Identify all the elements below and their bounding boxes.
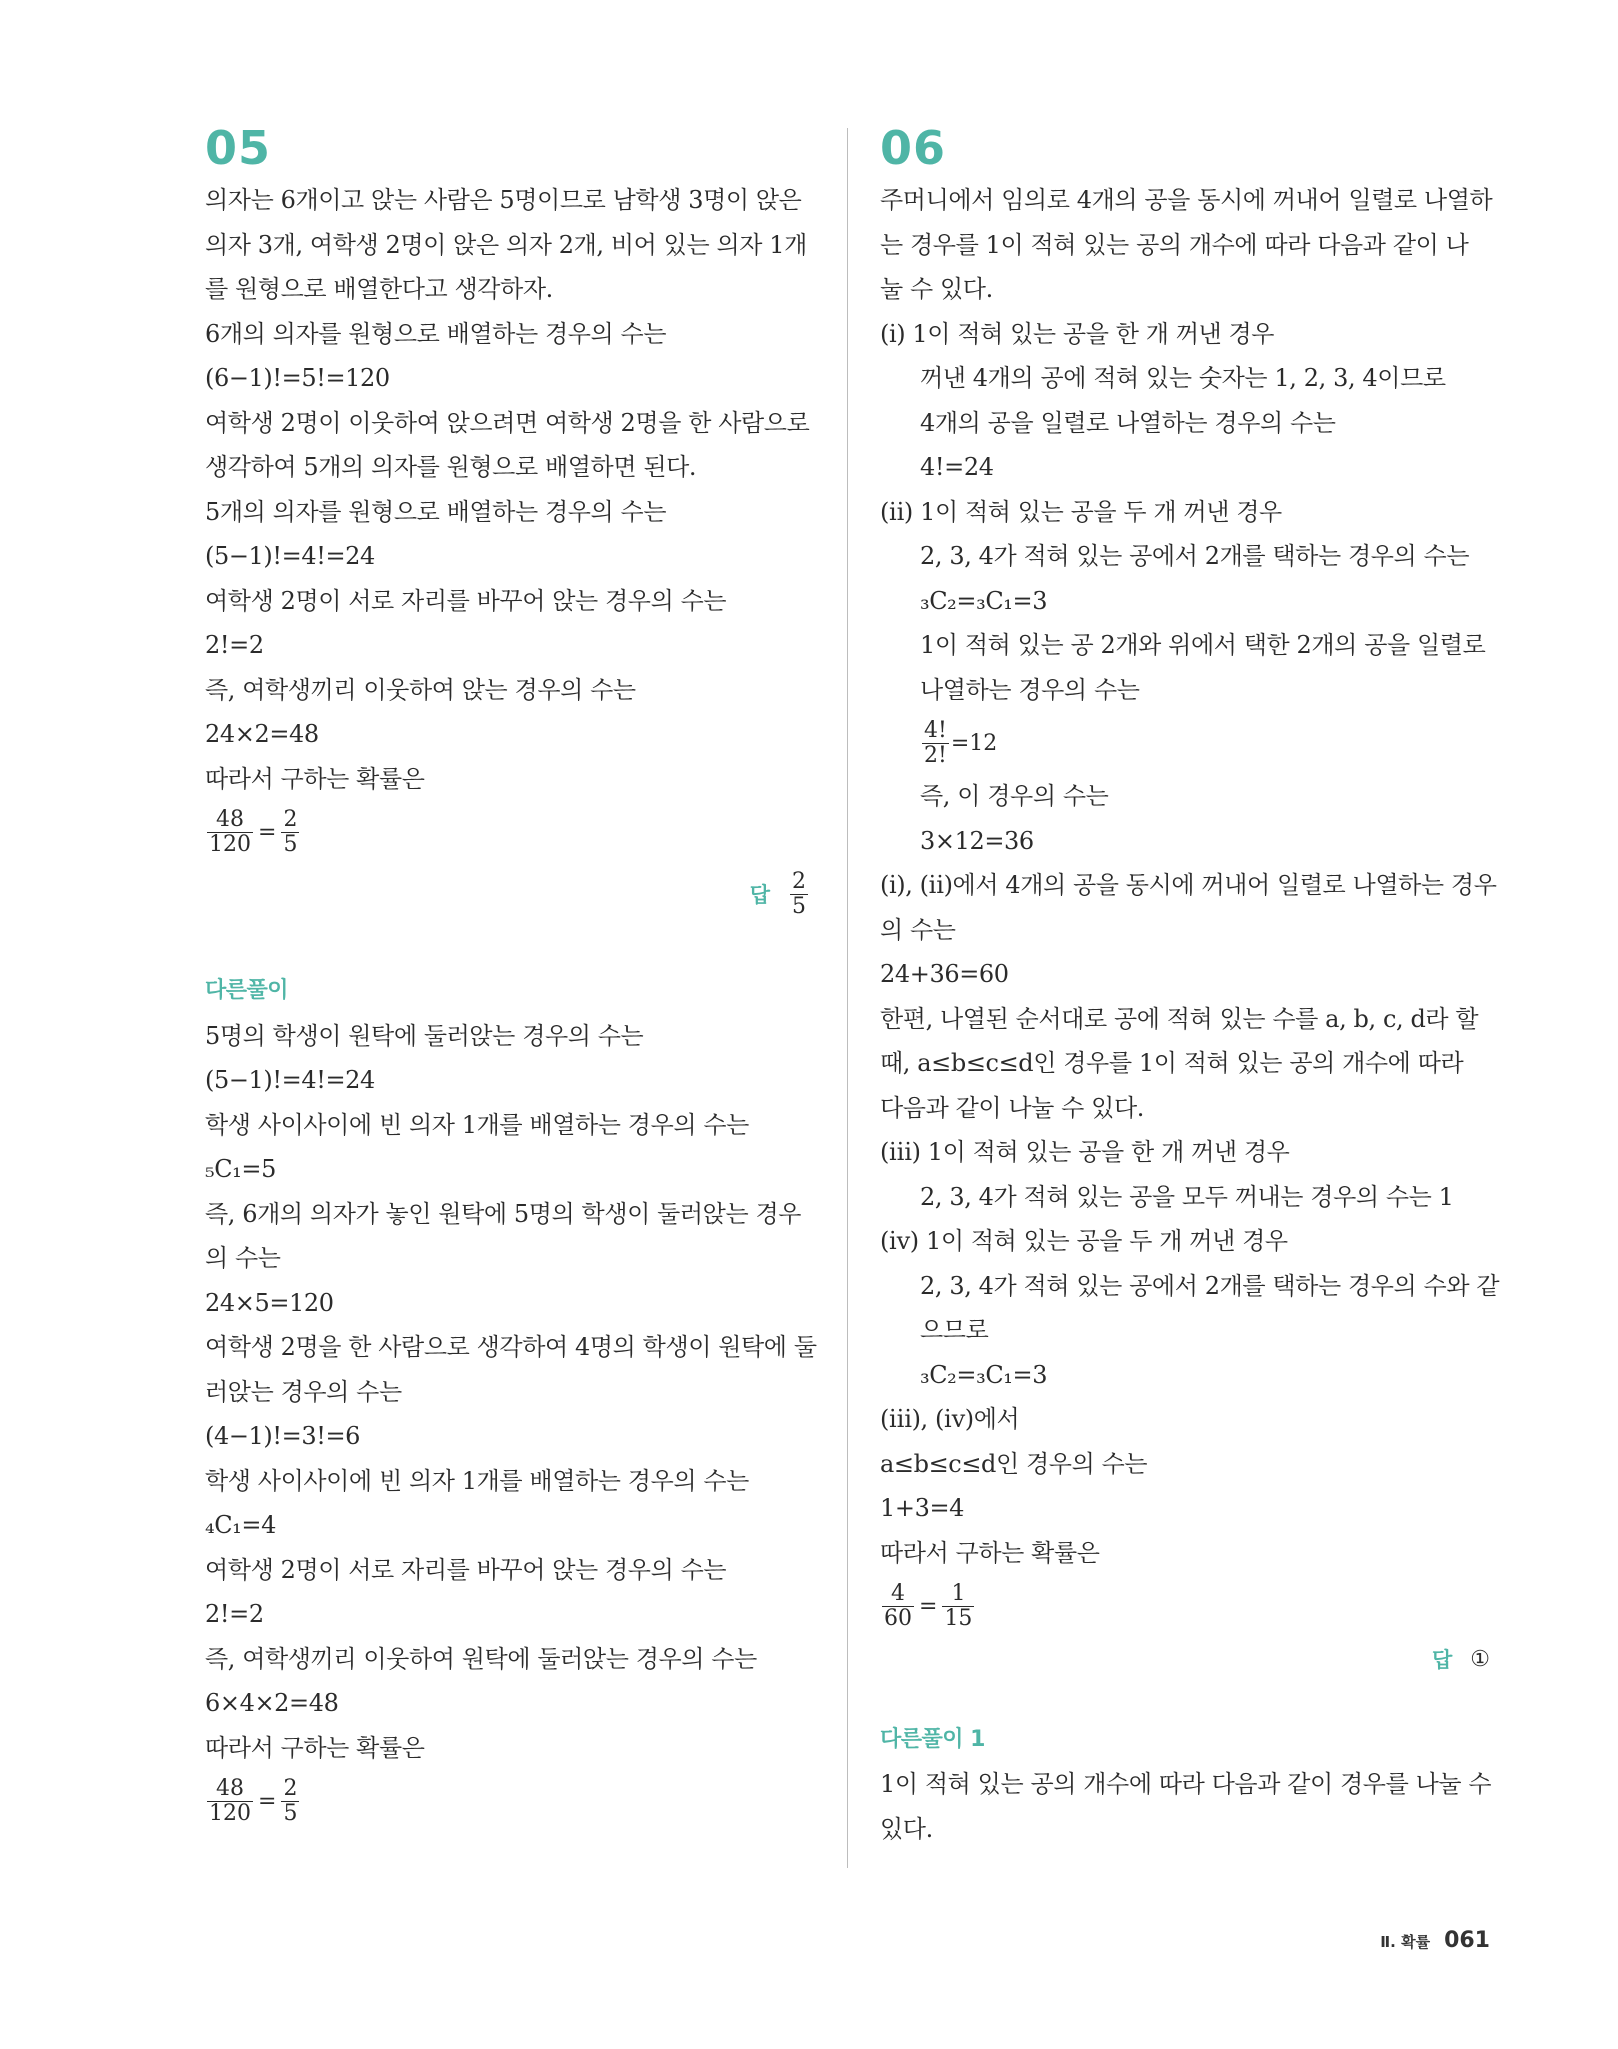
equation-line: 3×12=36 [920, 826, 1034, 855]
text-line: 를 원형으로 배열한다고 생각하자. [205, 275, 553, 303]
text-line: 따라서 구하는 확률은 [205, 764, 425, 793]
text-line: 다음과 같이 나눌 수 있다. [880, 1093, 1144, 1122]
fraction [922, 719, 949, 768]
answer-fraction [790, 870, 808, 919]
text-line: 의 수는 [880, 915, 956, 944]
text-line: 즉, 이 경우의 수는 [920, 782, 1109, 810]
numerator: 1 [951, 1580, 966, 1606]
arrangement-fraction [880, 712, 1490, 774]
equation-line: 1+3=4 [880, 1494, 965, 1522]
solution-05 [205, 178, 810, 925]
equation-line: 2!=2 [205, 631, 264, 659]
text-line: 의자 3개, 여학생 2명이 앉은 의자 2개, 비어 있는 의자 1개 [205, 230, 807, 259]
numerator: 48 [216, 806, 244, 832]
equation-line: 24×5=120 [205, 1288, 334, 1317]
answer-06 [880, 1637, 1490, 1682]
case-heading: (ⅳ) 1이 적혀 있는 공을 두 개 꺼낸 경우 [880, 1227, 1288, 1255]
denominator: 2! [924, 742, 947, 768]
text-line: 즉, 6개의 의자가 놓인 원탁에 5명의 학생이 둘러앉는 경우 [205, 1199, 802, 1228]
equals-sign: = [919, 1593, 938, 1619]
right-column [880, 118, 1500, 1851]
text-line: 여학생 2명이 이웃하여 앉으려면 여학생 2명을 한 사람으로 [205, 408, 810, 437]
equation-line: (5−1)!=4!=24 [205, 1066, 375, 1094]
equation-line: 4!=24 [920, 453, 994, 481]
fraction [882, 1582, 914, 1631]
text-line: 4개의 공을 일렬로 나열하는 경우의 수는 [920, 408, 1336, 437]
text-line: 즉, 여학생끼리 이웃하여 앉는 경우의 수는 [205, 675, 636, 704]
text-line: 의 수는 [205, 1244, 281, 1272]
numerator: 4! [924, 717, 947, 743]
text-line: 1이 적혀 있는 공 2개와 위에서 택한 2개의 공을 일렬로 [920, 631, 1486, 659]
text-line: 따라서 구하는 확률은 [205, 1733, 425, 1762]
equation-line: ₅C₁=5 [205, 1155, 276, 1183]
text-line: 있다. [880, 1814, 933, 1843]
equation-line: (5−1)!=4!=24 [205, 542, 375, 570]
problem-number-05: 05 [205, 121, 272, 175]
text-line: 으므로 [920, 1316, 989, 1344]
text-line: 러앉는 경우의 수는 [205, 1377, 402, 1406]
text-line: 5명의 학생이 원탁에 둘러앉는 경우의 수는 [205, 1021, 644, 1050]
answer-05 [205, 863, 810, 925]
text-line: 꺼낸 4개의 공에 적혀 있는 숫자는 1, 2, 3, 4이므로 [920, 364, 1446, 392]
equation-line: 6×4×2=48 [205, 1689, 339, 1717]
alt-solution-title: 다른풀이 [205, 978, 289, 1003]
page-number: 061 [1444, 1928, 1490, 1953]
text-line: 여학생 2명을 한 사람으로 생각하여 4명의 학생이 원탁에 둘 [205, 1333, 817, 1361]
text-line: 학생 사이사이에 빈 의자 1개를 배열하는 경우의 수는 [205, 1110, 749, 1139]
text-line: 한편, 나열된 순서대로 공에 적혀 있는 수를 a, b, c, d라 할 [880, 1004, 1479, 1033]
section-label: Ⅱ. 확률 [1380, 1933, 1431, 1951]
text-line: 따라서 구하는 확률은 [880, 1538, 1100, 1567]
text-line: 6개의 의자를 원형으로 배열하는 경우의 수는 [205, 319, 667, 348]
probability-fraction [205, 1770, 810, 1832]
text-line: 의자는 6개이고 앉는 사람은 5명이므로 남학생 3명이 앉은 [205, 186, 802, 214]
numerator: 4 [891, 1580, 905, 1606]
fraction [207, 808, 253, 857]
problem-number-06: 06 [880, 121, 947, 175]
spacer [880, 1682, 1490, 1718]
text-line: 주머니에서 임의로 4개의 공을 동시에 꺼내어 일렬로 나열하 [880, 186, 1493, 214]
text-line: a≤b≤c≤d인 경우의 수는 [880, 1449, 1148, 1478]
equation-line: ₄C₁=4 [205, 1511, 276, 1539]
numerator: 2 [792, 868, 806, 894]
numerator: 48 [216, 1775, 244, 1801]
left-column [205, 118, 817, 1832]
fraction [281, 808, 299, 857]
page-footer [1380, 1928, 1490, 1953]
equation-line: 24+36=60 [880, 960, 1009, 988]
answer-label: 답 [749, 883, 770, 907]
text-line: 눌 수 있다. [880, 275, 993, 303]
denominator: 120 [209, 1800, 251, 1826]
fraction [281, 1777, 299, 1826]
denominator: 60 [884, 1605, 912, 1631]
equals-sign: = [258, 1788, 277, 1814]
denominator: 5 [283, 1800, 298, 1826]
text-line: 2, 3, 4가 적혀 있는 공에서 2개를 택하는 경우의 수와 같 [920, 1271, 1500, 1300]
fraction [207, 1777, 253, 1826]
text-line: 2, 3, 4가 적혀 있는 공을 모두 꺼내는 경우의 수는 1 [920, 1182, 1454, 1211]
case-heading: (ⅲ) 1이 적혀 있는 공을 한 개 꺼낸 경우 [880, 1138, 1290, 1166]
equation-line: (6−1)!=5!=120 [205, 364, 390, 392]
alternative-solution-05 [205, 969, 817, 1832]
text-line: 5개의 의자를 원형으로 배열하는 경우의 수는 [205, 497, 667, 526]
numerator: 2 [283, 1775, 298, 1801]
text-line: 때, a≤b≤c≤d인 경우를 1이 적혀 있는 공의 개수에 따라 [880, 1049, 1464, 1077]
spacer [205, 925, 810, 969]
text-line: 1이 적혀 있는 공의 개수에 따라 다음과 같이 경우를 나눌 수 [880, 1770, 1492, 1798]
text-line: 나열하는 경우의 수는 [920, 675, 1140, 704]
text-line: 학생 사이사이에 빈 의자 1개를 배열하는 경우의 수는 [205, 1466, 749, 1495]
text-line: 여학생 2명이 서로 자리를 바꾸어 앉는 경우의 수는 [205, 1555, 727, 1584]
equals-sign: = [258, 819, 277, 845]
numerator: 2 [283, 806, 298, 832]
alternative-solution-06 [880, 1718, 1490, 1852]
probability-fraction [880, 1575, 1490, 1637]
equation-line: (4−1)!=3!=6 [205, 1422, 361, 1450]
equation-line: 2!=2 [205, 1600, 264, 1628]
text-line: 는 경우를 1이 적혀 있는 공의 개수에 따라 다음과 같이 나 [880, 230, 1469, 259]
equation-line: 24×2=48 [205, 720, 319, 748]
text-line: 생각하여 5개의 의자를 원형으로 배열하면 된다. [205, 453, 697, 481]
case-heading: (ⅰ) 1이 적혀 있는 공을 한 개 꺼낸 경우 [880, 319, 1275, 348]
text-line: 2, 3, 4가 적혀 있는 공에서 2개를 택하는 경우의 수는 [920, 542, 1470, 570]
denominator: 5 [792, 893, 806, 919]
text-line: (ⅲ), (ⅳ)에서 [880, 1405, 1020, 1433]
equation-line: ₃C₂=₃C₁=3 [920, 1360, 1048, 1389]
fraction-result: =12 [950, 730, 998, 756]
denominator: 120 [209, 831, 251, 857]
denominator: 5 [283, 831, 298, 857]
text-line: (ⅰ), (ⅱ)에서 4개의 공을 동시에 꺼내어 일렬로 나열하는 경우 [880, 871, 1497, 899]
probability-fraction [205, 801, 810, 863]
equation-line: ₃C₂=₃C₁=3 [920, 586, 1048, 615]
text-line: 여학생 2명이 서로 자리를 바꾸어 앉는 경우의 수는 [205, 586, 727, 615]
fraction [942, 1582, 974, 1631]
column-divider [847, 128, 848, 1868]
denominator: 15 [944, 1605, 973, 1631]
answer-label: 답 [1431, 1648, 1453, 1673]
alt-solution-title: 다른풀이 1 [880, 1726, 985, 1752]
text-line: 즉, 여학생끼리 이웃하여 원탁에 둘러앉는 경우의 수는 [205, 1644, 757, 1673]
solution-06 [880, 178, 1500, 1682]
case-heading: (ⅱ) 1이 적혀 있는 공을 두 개 꺼낸 경우 [880, 497, 1282, 526]
answer-value: ① [1470, 1646, 1490, 1672]
